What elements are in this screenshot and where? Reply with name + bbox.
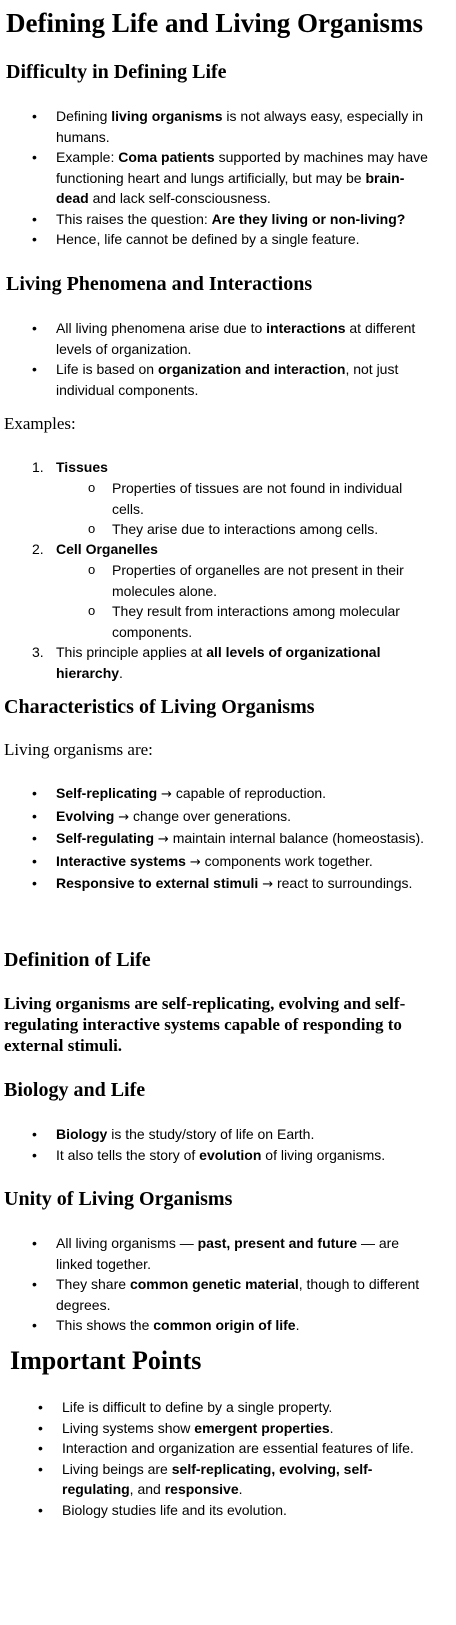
list-difficulty: [0, 106, 436, 250]
list-item: • Responsive to external stimuli → react to surroundings.: [0, 873, 436, 896]
list-item: 3. This principle applies at all levels of organizational hierarchy.: [32, 644, 381, 681]
list-item: • It also tells the story of evolution of living organisms.: [0, 1145, 436, 1166]
heading-characteristics: Characteristics of Living Organisms: [4, 696, 315, 718]
list-item: • Self-regulating → maintain internal balance (homeostasis).: [0, 828, 436, 851]
examples-list: [0, 642, 436, 683]
list-phenomena: [0, 318, 436, 400]
list-item: • Living beings are self-replicating, evolving, self-regulating, and responsive.: [6, 1459, 442, 1500]
page-title: Defining Life and Living Organisms: [6, 8, 424, 38]
list-item: • This raises the question: Are they living or non-living?: [0, 209, 436, 230]
heading-difficulty: Difficulty in Defining Life: [6, 61, 227, 83]
list-item: • All living phenomena arise due to interactions at different levels of organization.: [0, 318, 436, 359]
list-item: o They result from interactions among molecular components.: [0, 601, 434, 642]
list-item: • Interactive systems → components work together.: [0, 851, 436, 874]
list-item: • Hence, life cannot be defined by a single feature.: [0, 229, 436, 250]
list-item: o Properties of tissues are not found in individual cells.: [0, 478, 434, 519]
list-item: • All living organisms — past, present and future — are linked together.: [0, 1233, 436, 1274]
heading-biology: Biology and Life: [4, 1079, 146, 1101]
list-item: 1. Tissues: [32, 459, 108, 475]
heading-definition: Definition of Life: [4, 949, 151, 971]
characteristics-intro: Living organisms are:: [4, 740, 153, 759]
list-item: • They share common genetic material, though to different degrees.: [0, 1274, 436, 1315]
list-item: • Interaction and organization are essential features of life.: [6, 1438, 442, 1459]
list-item: • Biology is the study/story of life on Earth.: [0, 1124, 436, 1145]
list-item: • This shows the common origin of life.: [0, 1315, 436, 1336]
list-item: • Life is based on organization and interaction, not just individual components.: [0, 359, 436, 400]
heading-unity: Unity of Living Organisms: [4, 1188, 233, 1210]
arrow-icon: →: [262, 877, 274, 892]
examples-list: [0, 539, 436, 560]
list-item: • Self-replicating → capable of reproduction.: [0, 783, 436, 806]
list-item: • Biology studies life and its evolution.: [6, 1500, 442, 1521]
list-item: 2. Cell Organelles: [32, 541, 158, 557]
definition-text: Living organisms are self-replicating, evolving and self-regulating interactive systems capable of responding to external stimuli.: [4, 994, 406, 1055]
list-unity: [0, 1233, 436, 1336]
heading-phenomena: Living Phenomena and Interactions: [6, 273, 313, 295]
list-item: • Life is difficult to define by a single property.: [6, 1397, 442, 1418]
list-item: • Defining living organisms is not always easy, especially in humans.: [0, 106, 436, 147]
arrow-icon: →: [118, 809, 130, 825]
list-item: • Living systems show emergent properties.: [6, 1418, 442, 1439]
arrow-icon: →: [161, 787, 172, 802]
sublist-organelles: [0, 560, 434, 642]
heading-important: Important Points: [10, 1346, 202, 1375]
list-item: • Example: Coma patients supported by machines may have functioning heart and lungs artificially, but may be brain-dead and lack self-consciousness.: [0, 147, 436, 209]
list-biology: [0, 1124, 436, 1165]
sublist-tissues: [0, 478, 434, 540]
list-item: o Properties of organelles are not present in their molecules alone.: [0, 560, 434, 601]
examples-label: Examples:: [4, 414, 76, 433]
list-characteristics: [0, 783, 436, 896]
examples-list: [0, 457, 436, 478]
list-important: [6, 1397, 442, 1520]
arrow-icon: →: [189, 854, 201, 870]
list-item: o They arise due to interactions among cells.: [0, 519, 434, 540]
list-item: • Evolving → change over generations.: [0, 806, 436, 829]
arrow-icon: →: [157, 832, 169, 847]
